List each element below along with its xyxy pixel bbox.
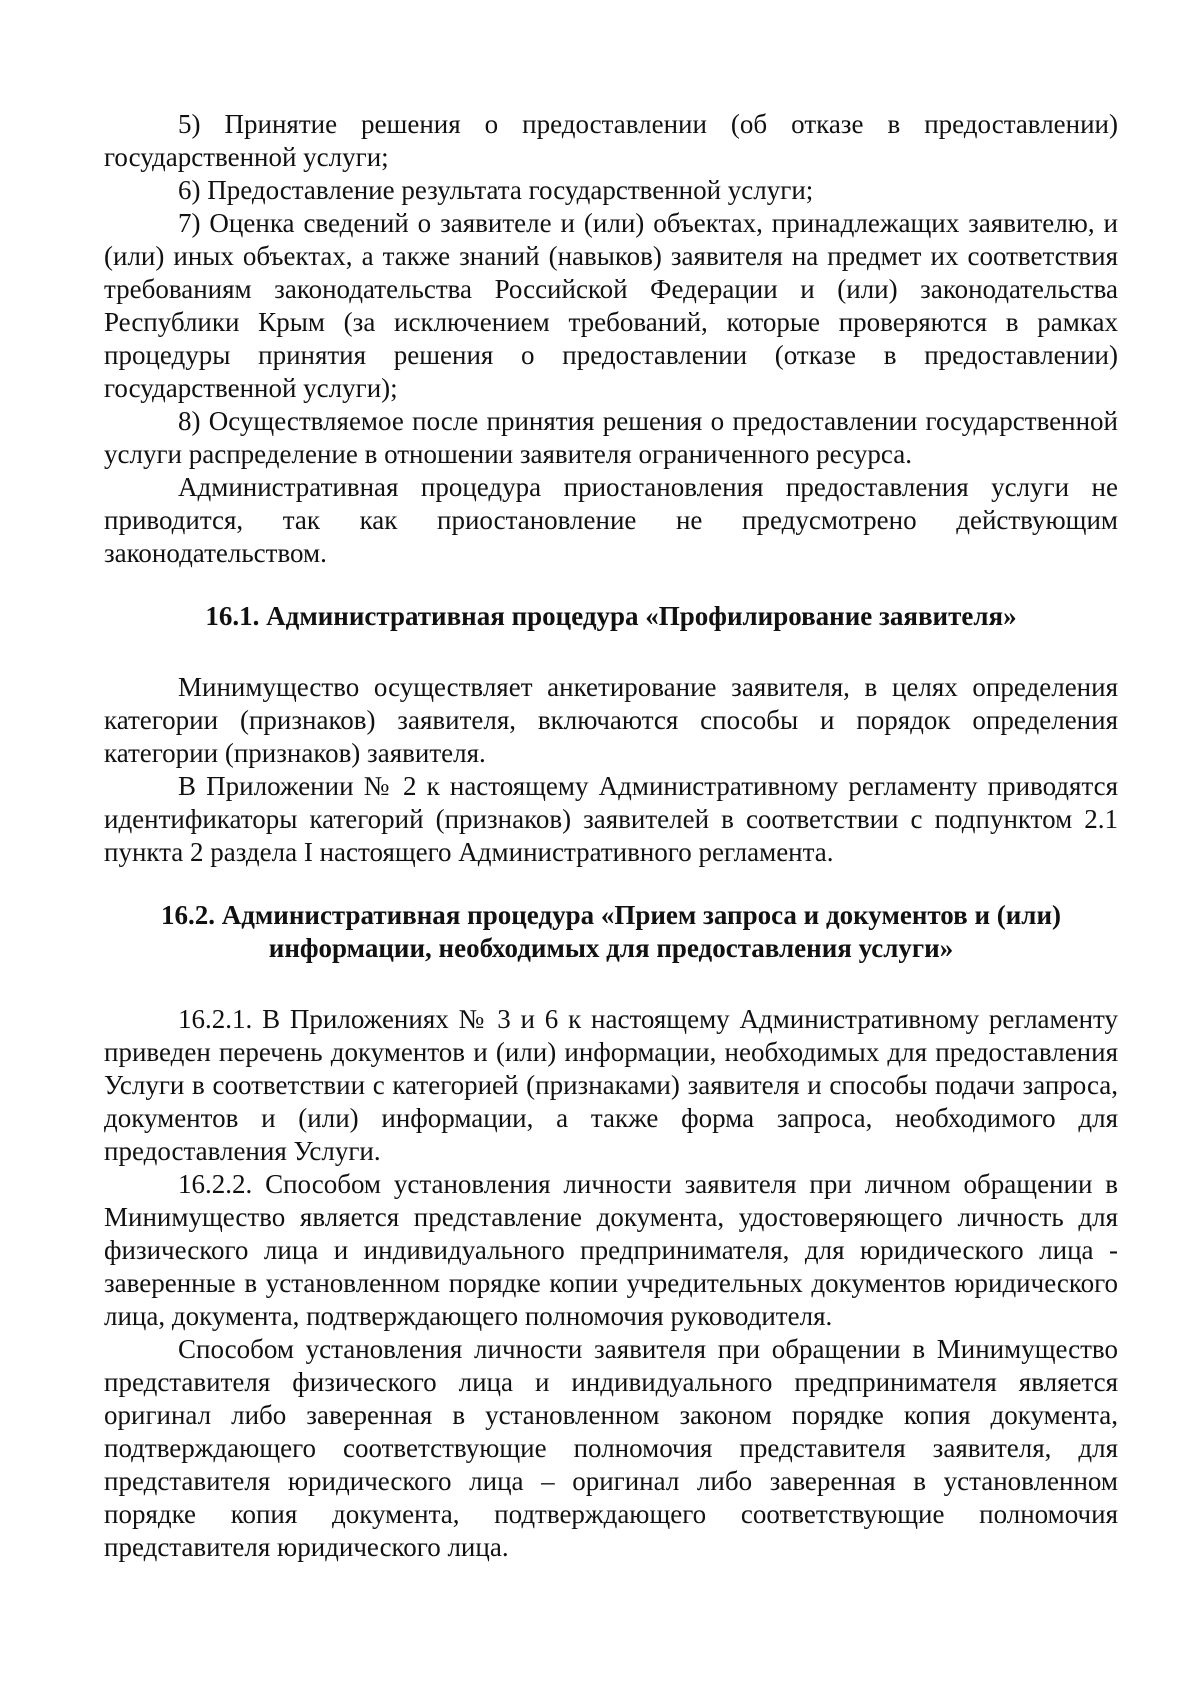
section-heading-16-2-line1: 16.2. Административная процедура «Прием запроса и документов и (или) bbox=[160, 900, 1062, 930]
list-item-6: 6) Предоставление результата государственной услуги; bbox=[178, 175, 814, 205]
section-heading-16-1: 16.1. Административная процедура «Профилирование заявителя» bbox=[205, 601, 1017, 631]
suspension-note: Административная процедура приостановления предоставления услуги не приводится, так как приостановление не предусмотрено действующим законодательством. bbox=[104, 472, 1118, 568]
paragraph-16-2-2: 16.2.2. Способом установления личности заявителя при личном обращении в Минимущество является представление документа, удостоверяющего личность для физического лица и индивидуального предпринимателя, для юридического лица - заверенные в установленном порядке копии учредительных документов юридического лица, документа, подтверждающего полномочия руководителя. bbox=[104, 1169, 1118, 1331]
paragraph-appendix-2: В Приложении № 2 к настоящему Административному регламенту приводятся идентификаторы категорий (признаков) заявителей в соответствии с подпунктом 2.1 пункта 2 раздела I настоящего Административного регламента. bbox=[104, 771, 1118, 867]
list-item-8: 8) Осуществляемое после принятия решения о предоставлении государственной услуги распределение в отношении заявителя ограниченного ресурса. bbox=[104, 406, 1118, 469]
section-heading-16-2-line2: информации, необходимых для предоставления услуги» bbox=[268, 933, 954, 963]
list-item-5: 5) Принятие решения о предоставлении (об отказе в предоставлении) государственной услуги; bbox=[104, 109, 1118, 172]
section-heading-16-2 bbox=[104, 899, 1118, 965]
paragraph-16-2-1: 16.2.1. В Приложениях № 3 и 6 к настоящему Административному регламенту приведен перечень документов и (или) информации, необходимых для предоставления Услуги в соответствии с категорией (признаками) заявителя и способы подачи запроса, документов и (или) информации, а также форма запроса, необходимого для предоставления Услуги. bbox=[104, 1004, 1118, 1166]
spacer bbox=[104, 965, 1118, 1003]
document-body bbox=[104, 108, 1118, 1564]
paragraph-profiling: Минимущество осуществляет анкетирование заявителя, в целях определения категории (признаков) заявителя, включаются способы и порядок определения категории (признаков) заявителя. bbox=[104, 672, 1118, 768]
spacer bbox=[104, 570, 1118, 600]
spacer bbox=[104, 633, 1118, 671]
paragraph-representative: Способом установления личности заявителя при обращении в Минимущество представителя физического лица и индивидуального предпринимателя является оригинал либо заверенная в установленном законом порядке копия документа, подтверждающего соответствующие полномочия представителя заявителя, для представителя юридического лица – оригинал либо заверенная в установленном порядке копия документа, подтверждающего соответствующие полномочия представителя юридического лица. bbox=[104, 1334, 1118, 1562]
list-item-7: 7) Оценка сведений о заявителе и (или) объектах, принадлежащих заявителю, и (или) иных объектах, а также знаний (навыков) заявителя на предмет их соответствия требованиям законодательства Российской Федерации и (или) законодательства Республики Крым (за исключением требований, которые проверяются в рамках процедуры принятия решения о предоставлении (отказе в предоставлении) государственной услуги); bbox=[104, 208, 1118, 403]
spacer bbox=[104, 869, 1118, 899]
